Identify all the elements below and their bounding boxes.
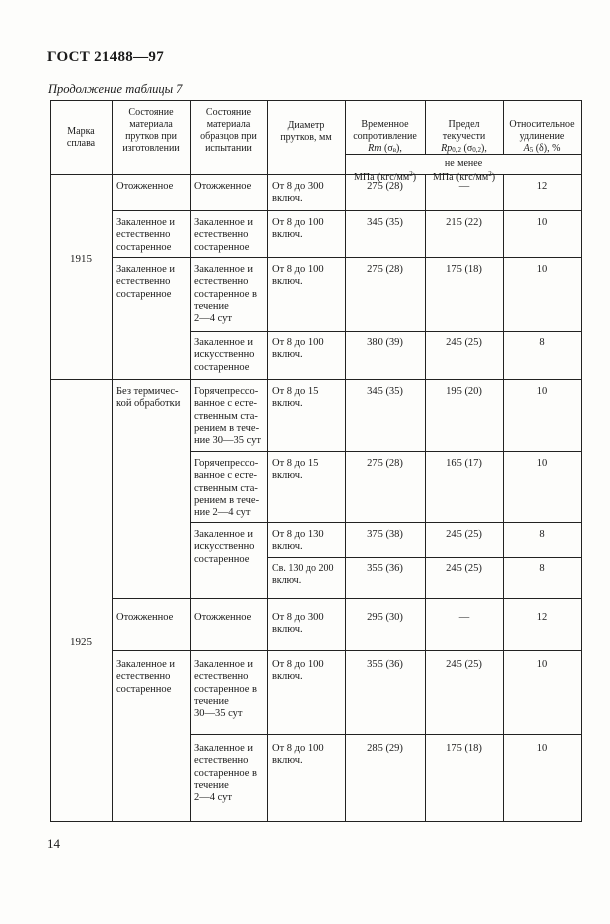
cell-elongation: 10	[536, 386, 548, 397]
grid-line	[190, 522, 582, 523]
header-tensile-strength: Временное сопротивление Rm (σв), МПа $(кгс/мм^2)$	[353, 119, 417, 183]
cell-tensile: 375 (38)	[367, 529, 403, 540]
cell-diameter: От 8 до 100 включ.	[272, 743, 324, 767]
cell-state-bars: Без термичес- кой обработки	[116, 386, 181, 410]
cell-elongation: 10	[536, 659, 548, 670]
cell-state-samples: Отожженное	[194, 181, 252, 192]
cell-elongation: 12	[536, 612, 548, 623]
cell-yield: 245 (25)	[446, 529, 482, 540]
header-diameter: Диаметр прутков, мм	[280, 120, 332, 143]
grid-line	[112, 650, 582, 651]
cell-yield: 215 (22)	[446, 217, 482, 228]
cell-tensile: 275 (28)	[367, 458, 403, 469]
page-number: 14	[47, 836, 60, 851]
grid-line	[112, 598, 582, 599]
cell-state-samples: Закаленное и естественно состаренное	[194, 217, 254, 253]
cell-diameter: От 8 до 130 включ.	[272, 529, 324, 553]
cell-state-samples: Закаленное и естественно состаренное в течение 30—35 сут	[194, 659, 257, 720]
cell-tensile: 275 (28)	[367, 181, 403, 192]
cell-diameter: Св. 130 до 200 включ.	[272, 563, 334, 587]
cell-yield: —	[458, 612, 470, 623]
cell-state-bars: Отожженное	[116, 612, 174, 623]
header-grade: Марка сплава	[66, 126, 96, 149]
grade-label: 1915	[70, 253, 92, 265]
cell-yield: 245 (25)	[446, 563, 482, 574]
cell-state-bars: Закаленное и естественно состаренное	[116, 659, 176, 695]
cell-tensile: 380 (39)	[367, 337, 403, 348]
cell-state-bars: Закаленное и естественно состаренное	[116, 264, 176, 300]
cell-diameter: От 8 до 300 включ.	[272, 612, 324, 636]
grid-line	[267, 100, 268, 822]
cell-diameter: От 8 до 100 включ.	[272, 337, 324, 361]
cell-diameter: От 8 до 100 включ.	[272, 217, 324, 241]
cell-yield: —	[458, 181, 470, 192]
document-title: ГОСТ 21488—97	[47, 49, 165, 65]
cell-elongation: 10	[536, 217, 548, 228]
header-state-bars: Состояние материала прутков при изготовлении	[122, 107, 180, 154]
grid-line	[581, 100, 582, 822]
grade-label: 1925	[70, 636, 92, 648]
cell-diameter: От 8 до 15 включ.	[272, 458, 319, 482]
grid-line	[190, 451, 582, 452]
header-yield-strength: Предел текучести Rp0,2 (σ0,2), МПа $(кгс/мм^2)$	[432, 119, 496, 183]
cell-elongation: 8	[539, 337, 545, 348]
cell-state-samples: Закаленное и искусственно состаренное	[194, 337, 255, 373]
cell-elongation: 10	[536, 743, 548, 754]
header-elongation: Относительное удлинение A5 (δ), %	[509, 119, 575, 154]
cell-tensile: 345 (35)	[367, 386, 403, 397]
cell-tensile: 355 (36)	[367, 563, 403, 574]
grid-line	[50, 100, 51, 822]
cell-yield: 245 (25)	[446, 659, 482, 670]
cell-diameter: От 8 до 100 включ.	[272, 264, 324, 288]
cell-yield: 175 (18)	[446, 264, 482, 275]
cell-state-bars: Отожженное	[116, 181, 174, 192]
grid-line	[112, 210, 582, 211]
cell-state-samples: Закаленное и искусственно состаренное	[194, 529, 255, 565]
cell-state-samples: Горячепрессо- ванное с есте- ственным ста- рением в тече- ние 2—4 сут	[194, 458, 260, 519]
cell-state-samples: Закаленное и естественно состаренное в течение 2—4 сут	[194, 743, 257, 804]
grid-line	[190, 331, 582, 332]
cell-elongation: 12	[536, 181, 548, 192]
grid-line	[190, 100, 191, 822]
header-not-less: не менее	[444, 158, 483, 169]
cell-elongation: 10	[536, 264, 548, 275]
header-elongation-label: Относительное удлинение	[509, 119, 575, 142]
cell-tensile: 285 (29)	[367, 743, 403, 754]
header-tensile-label: Временное сопротивление	[353, 119, 417, 142]
cell-diameter: От 8 до 15 включ.	[272, 386, 319, 410]
grid-line	[190, 734, 582, 735]
table-continuation-caption: Продолжение таблицы 7	[48, 82, 183, 96]
cell-state-samples: Горячепрессо- ванное с есте- ственным ста- рением в тече- ние 30—35 сут	[194, 386, 262, 447]
header-yield-label: Предел текучести	[442, 119, 486, 142]
cell-elongation: 8	[539, 529, 545, 540]
cell-elongation: 10	[536, 458, 548, 469]
cell-state-samples: Закаленное и естественно состаренное в течение 2—4 сут	[194, 264, 257, 325]
cell-yield: 195 (20)	[446, 386, 482, 397]
cell-tensile: 295 (30)	[367, 612, 403, 623]
cell-yield: 165 (17)	[446, 458, 482, 469]
cell-state-samples: Отожженное	[194, 612, 252, 623]
cell-diameter: От 8 до 300 включ.	[272, 181, 324, 205]
cell-state-bars: Закаленное и естественно состаренное	[116, 217, 176, 253]
grid-line	[112, 257, 582, 258]
cell-diameter: От 8 до 100 включ.	[272, 659, 324, 683]
cell-yield: 175 (18)	[446, 743, 482, 754]
cell-tensile: 275 (28)	[367, 264, 403, 275]
header-state-samples: Состояние материала образцов при испытании	[200, 107, 257, 154]
cell-elongation: 8	[539, 563, 545, 574]
cell-tensile: 345 (35)	[367, 217, 403, 228]
cell-tensile: 355 (36)	[367, 659, 403, 670]
grid-line	[112, 100, 113, 822]
cell-yield: 245 (25)	[446, 337, 482, 348]
